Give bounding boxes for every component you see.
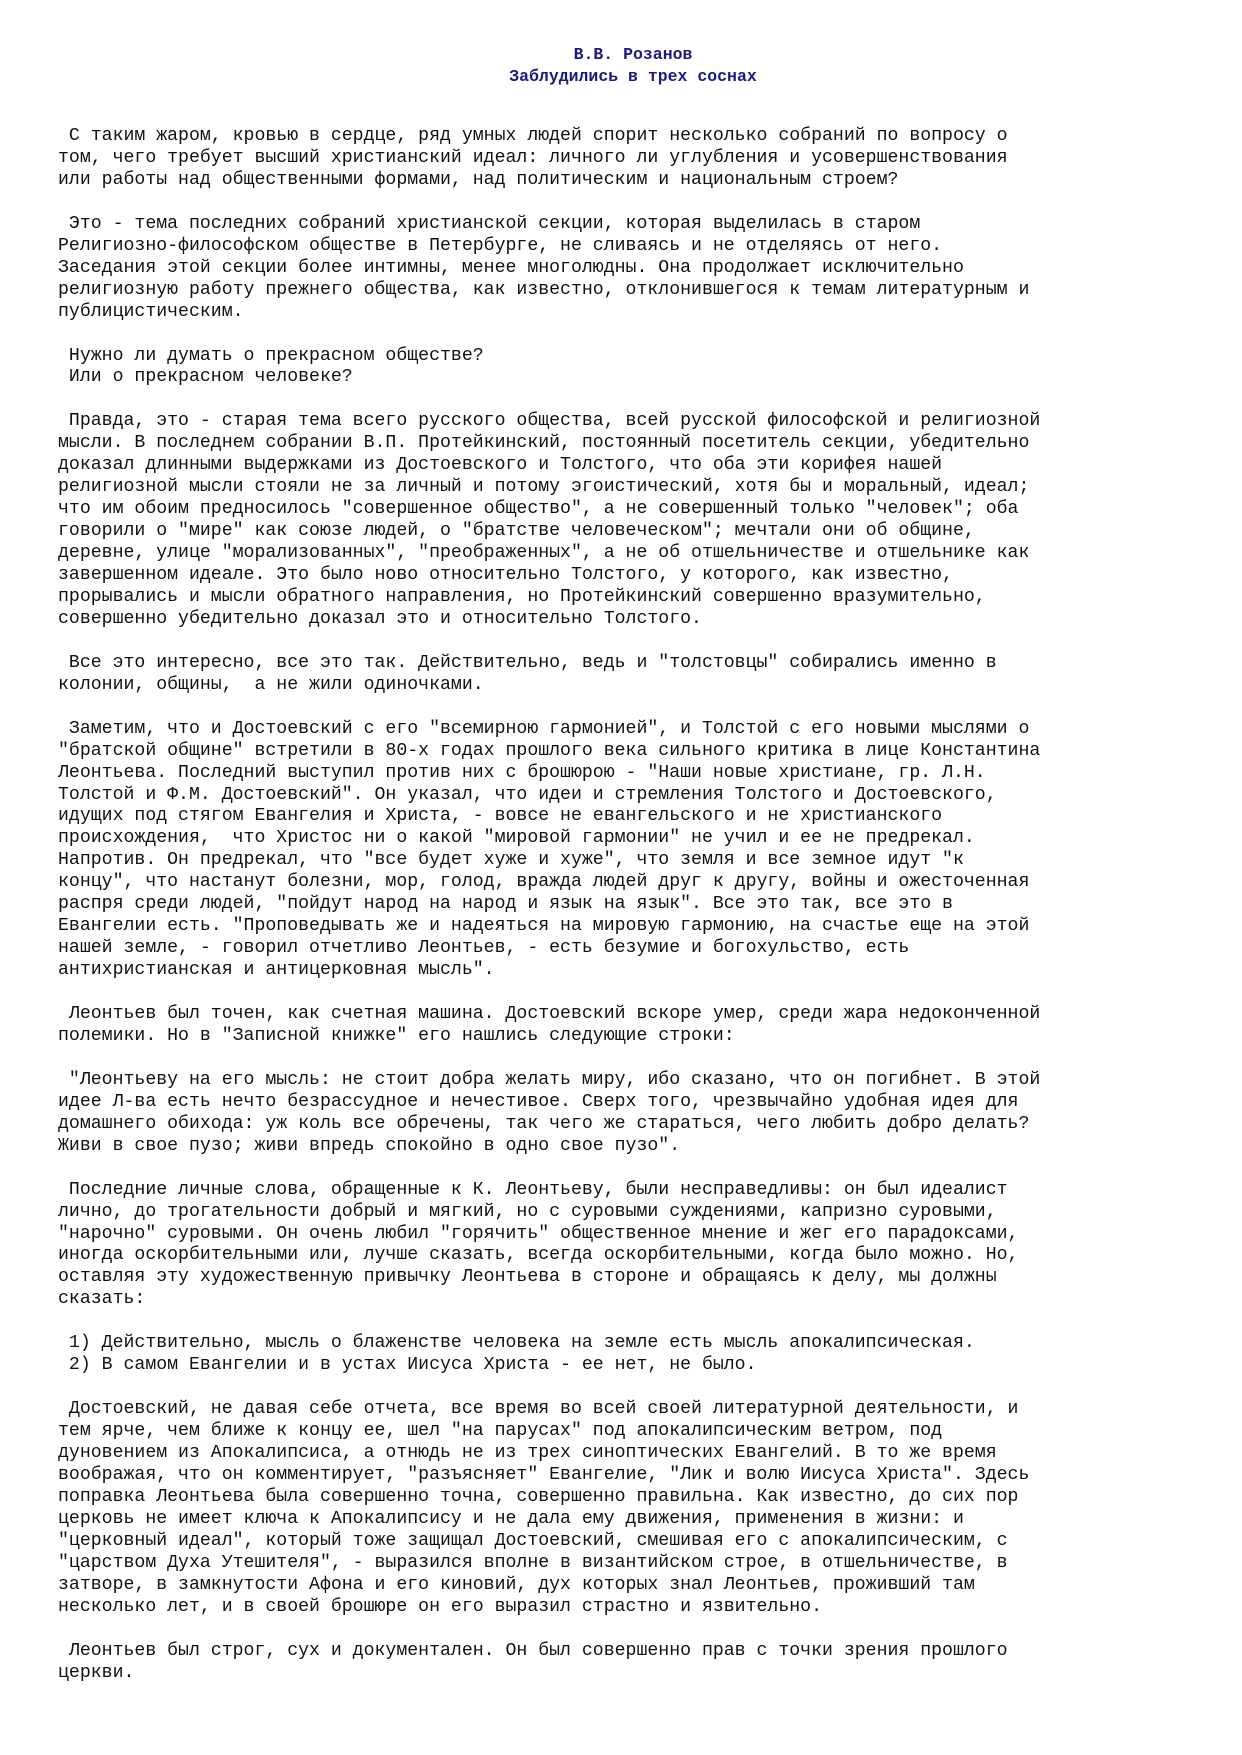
paragraph-9: Последние личные слова, обращенные к К. Леонтьеву, были несправедливы: он был идеалист лично, до трогательности добрый и мягкий, но с суровыми суждениями, капризно суровыми, "нарочно" суровыми. Он очень любил "горячить" общественное мнение и жег его парадоксами, иногда оскорбительными или, лучше сказать, всегда оскорбительными, когда было можно. Но, оставляя эту художественную привычку Леонтьева в стороне и обращаясь к делу, мы должны сказать: — [58, 1179, 1019, 1310]
paragraph-4: Правда, это - старая тема всего русского общества, всей русской философской и религиозной мысли. В последнем собрании В.П. Протейкинский, постоянный посетитель секции, убедительно доказал длинными выдержками из Достоевского и Толстого, что оба эти корифея нашей религиозной мысли стояли не за личный и потому эгоистический, хотя бы и моральный, идеал; что им обоим предносилось "совершенное общество", а не совершенный только "человек"; оба говорили о "мире" как союзе людей, о "братстве человеческом"; мечтали они об общине, деревне, улице "морализованных", "преображенных", а не об отшельничестве и отшельнике как завершенном идеале. Это было ново относительно Толстого, у которого, как известно, прорывались и мысли обратного направления, но Протейкинский совершенно вразумительно, совершенно убедительно доказал это и относительно Толстого. — [58, 411, 1041, 629]
article-body — [58, 126, 1208, 1685]
paragraph-7: Леонтьев был точен, как счетная машина. Достоевский вскоре умер, среди жара недоконченной полемики. Но в "Записной книжке" его нашлись следующие строки: — [58, 1004, 1041, 1046]
article-title: Заблудились в трех соснах — [509, 67, 757, 86]
paragraph-1: С таким жаром, кровью в сердце, ряд умных людей спорит несколько собраний по вопросу о том, чего требует высший христианский идеал: личного ли углубления и усовершенствования или работы над общественными формами, над политическим и национальным строем? — [58, 126, 1008, 190]
author-name: В.В. Розанов — [573, 45, 693, 64]
paragraph-3: Нужно ли думать о прекрасном обществе? Или о прекрасном человеке? — [68, 345, 484, 388]
paragraph-11: Достоевский, не давая себе отчета, все время во всей своей литературной деятельности, и тем ярче, чем ближе к концу ее, шел "на парусах" под апокалипсическим ветром, под дуновением из Апокалипсиса, а отнюдь не из трех синоптических Евангелий. В то же время воображая, что он комментирует, "разъясняет" Евангелие, "Лик и волю Иисуса Христа". Здесь поправка Леонтьева была совершенно точна, совершенно правильна. Как известно, до сих пор церковь не имеет ключа к Апокалипсису и не дала ему движения, применения в жизни: и "церковный идеал", который тоже защищал Достоевский, смешивая его с апокалипсическим, с "царством Духа Утешителя", - выразился вполне в византийском строе, в отшельничестве, в затворе, в замкнутости Афона и его киновий, дух которых знал Леонтьев, проживший там несколько лет, и в своей брошюре он его выразил страстно и язвительно. — [58, 1399, 1030, 1617]
paragraph-2: Это - тема последних собраний христианской секции, которая выделилась в старом Религиозно-философском обществе в Петербурге, не сливаясь и не отделяясь от него. Заседания этой секции более интимны, менее многолюдны. Она продолжает исключительно религиозную работу прежнего общества, как известно, отклонившегося к темам литературным и публицистическим. — [58, 213, 1030, 322]
document-page — [58, 44, 1208, 1706]
document-header — [8, 44, 1242, 88]
paragraph-6: Заметим, что и Достоевский с его "всемирною гармонией", и Толстой с его новыми мыслями о "братской общине" встретили в 80-х годах прошлого века сильного критика в лице Константина Леонтьева. Последний выступил против них с брошюрою - "Наши новые христиане, гр. Л.Н. Толстой и Ф.М. Достоевский". Он указал, что идеи и стремления Толстого и Достоевского, идущих под стягом Евангелия и Христа, - вовсе не евангельского и не христианского происхождения, что Христос ни о какой "мировой гармонии" не учил и ее не предрекал. Напротив. Он предрекал, что "все будет хуже и хуже", что земля и все земное идут "к концу", что настанут болезни, мор, голод, вражда людей друг к другу, войны и ожесточенная распря среди людей, "пойдут народ на народ и язык на язык". Все это так, все это в Евангелии есть. "Проповедывать же и надеяться на мировую гармонию, на счастье еще на этой нашей земле, - говорил отчетливо Леонтьев, - есть безумие и богохульство, есть антихристианская и антицерковная мысль". — [58, 718, 1041, 981]
paragraph-8-quote: "Леонтьеву на его мысль: не стоит добра желать миру, ибо сказано, что он погибнет. В этой идее Л-ва есть нечто безрассудное и нечестивое. Сверх того, чрезвычайно удобная идея для домашнего обихода: уж коль все обречены, так чего же стараться, чего любить добро делать? Живи в свое пузо; живи впредь спокойно в одно свое пузо". — [58, 1069, 1041, 1156]
paragraph-5: Все это интересно, все это так. Действительно, ведь и "толстовцы" собирались именно в колонии, общины, а не жили одиночками. — [58, 652, 997, 695]
paragraph-10-list: 1) Действительно, мысль о блаженстве человека на земле есть мысль апокалипсическая. 2) В самом Евангелии и в устах Иисуса Христа - ее нет, не было. — [68, 1333, 975, 1376]
paragraph-12: Леонтьев был строг, сух и документален. Он был совершенно прав с точки зрения прошлого церкви. — [58, 1640, 1008, 1683]
